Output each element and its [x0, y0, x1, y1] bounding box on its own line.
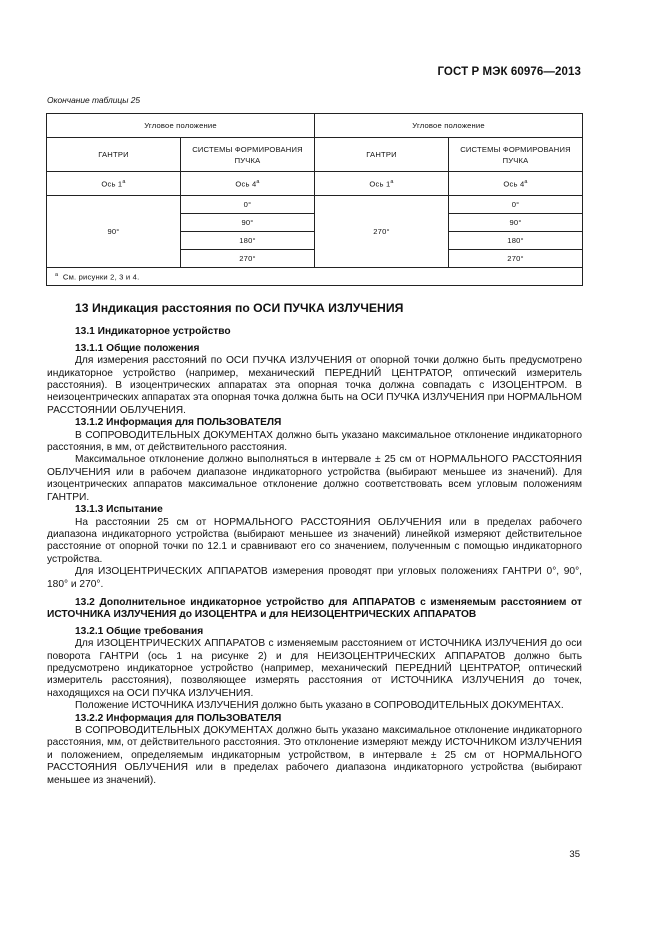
table-cell: 180°: [181, 232, 315, 250]
heading-13-2-1: 13.2.1 Общие требования: [75, 625, 204, 637]
group-header-right: Угловое положение: [315, 114, 583, 138]
table-cell: 180°: [449, 232, 583, 250]
page-number: 35: [569, 849, 580, 860]
heading-13-1-3: 13.1.3 Испытание: [75, 504, 163, 516]
group-header-left: Угловое положение: [47, 114, 315, 138]
heading-13-2-2: 13.2.2 Информация для ПОЛЬЗОВАТЕЛЯ: [75, 712, 282, 724]
paragraph-13-1-3b: Для ИЗОЦЕНТРИЧЕСКИХ АППАРАТОВ измерения проводят при угловых положениях ГАНТРИ 0°, 90°, 180° и 270°.: [47, 566, 582, 590]
footnote-mark: a: [256, 178, 260, 185]
paragraph-13-1-3a: На расстоянии 25 см от НОРМАЛЬНОГО РАССТОЯНИЯ ОБЛУЧЕНИЯ или в пределах рабочего диапазона индикаторного устройства (выбирают меньшее из значений) линейкой измеряют действительное расстояние от опорной точки по 12.1 и сравнивают его со значением, полученным с помощью индикаторного устройства.: [47, 516, 582, 565]
table-cell: 270°: [181, 250, 315, 268]
axis-left-gantry: Ось 1$^a$: [47, 172, 181, 196]
heading-13-1-2: 13.1.2 Информация для ПОЛЬЗОВАТЕЛЯ: [75, 417, 282, 429]
table-caption: Окончание таблицы 25: [47, 95, 141, 105]
paragraph-13-1-2b: Максимальное отклонение должно выполняться в интервале ± 25 см от НОРМАЛЬНОГО РАССТОЯНИЯ ОБЛУЧЕНИЯ или в рабочем диапазоне индикаторного устройства (выбирают меньшее из значений). Для изоцентрических аппаратов максимальное отклонение должно соответствовать всем угловым положениям ГАНТРИ.: [47, 454, 582, 503]
heading-13-1: 13.1 Индикаторное устройство: [75, 326, 231, 338]
table-cell: 90°: [181, 214, 315, 232]
paragraph-13-1-2a: В СОПРОВОДИТЕЛЬНЫХ ДОКУМЕНТАХ должно быть указано максимальное отклонение индикаторного расстояния, в мм, от действительного расстояния.: [47, 429, 582, 454]
col-gantry-left: ГАНТРИ: [47, 138, 181, 172]
table-25: [46, 113, 583, 286]
section-13-title: 13 Индикация расстояния по ОСИ ПУЧКА ИЗЛУЧЕНИЯ: [75, 301, 404, 315]
axis-right-gantry: Ось 1$^a$: [315, 172, 449, 196]
footnote-mark: a: [55, 271, 59, 278]
standard-id-header: ГОСТ Р МЭК 60976—2013: [437, 66, 581, 78]
footnote-mark: a: [390, 178, 394, 185]
col-system-left: СИСТЕМЫ ФОРМИРОВАНИЯ ПУЧКА: [181, 138, 315, 172]
footnote-mark: a: [524, 178, 528, 185]
table-footnote: $^a$ См. рисунки 2, 3 и 4.: [47, 268, 583, 286]
col-system-right: СИСТЕМЫ ФОРМИРОВАНИЯ ПУЧКА: [449, 138, 583, 172]
table-cell: 90°: [449, 214, 583, 232]
gantry-value-left: 90°: [47, 196, 181, 268]
heading-13-1-1: 13.1.1 Общие положения: [75, 342, 200, 354]
axis-left-system: Ось 4$^a$: [181, 172, 315, 196]
heading-13-2: 13.2 Дополнительное индикаторное устройство для АППАРАТОВ с изменяемым расстоянием от ИСТОЧНИКА ИЗЛУЧЕНИЯ до ИЗОЦЕНТРА и для НЕИЗОЦЕНТРИЧЕСКИХ АППАРАТОВ: [47, 596, 582, 621]
table-cell: 0°: [181, 196, 315, 214]
paragraph-13-1-1: Для измерения расстояний по ОСИ ПУЧКА ИЗЛУЧЕНИЯ от опорной точки должно быть предусмотрено индикаторное устройство (например, механический ПЕРЕДНИЙ ЦЕНТРАТОР, оптический измеритель расстояния). В изоцентрических аппаратах эта опорная точка должна совпадать с ИЗОЦЕНТРОМ. В неизоцентрических аппаратах эта опорная точка должна быть на ОСИ ПУЧКА ИЗЛУЧЕНИЯ при НОРМАЛЬНОМ РАССТОЯНИИ ОБЛУЧЕНИЯ.: [47, 355, 582, 416]
paragraph-13-2-1a: Для ИЗОЦЕНТРИЧЕСКИХ АППАРАТОВ с изменяемым расстоянием от ИСТОЧНИКА ИЗЛУЧЕНИЯ до оси поворота ГАНТРИ (ось 1 на рисунке 2) и для НЕИЗОЦЕНТРИЧЕСКИХ АППАРАТОВ должно быть предусмотрено индикаторное устройство (например, механический ПЕРЕДНИЙ ЦЕНТРАТОР, оптический измеритель расстояния), позволяющее измерять расстояния от ИСТОЧНИКА ИЗЛУЧЕНИЯ до точек, находящихся на ОСИ ПУЧКА ИЗЛУЧЕНИЯ.: [47, 638, 582, 699]
section-13: [47, 302, 582, 787]
paragraph-13-2-1b: Положение ИСТОЧНИКА ИЗЛУЧЕНИЯ должно быть указано в СОПРОВОДИТЕЛЬНЫХ ДОКУМЕНТАХ.: [75, 700, 564, 712]
footnote-mark: a: [122, 178, 126, 185]
table-cell: 270°: [449, 250, 583, 268]
col-gantry-right: ГАНТРИ: [315, 138, 449, 172]
paragraph-13-2-2: В СОПРОВОДИТЕЛЬНЫХ ДОКУМЕНТАХ должно быть указано максимальное отклонение индикаторного расстояния, мм, от действительного расстояния. Это отклонение измеряют между ИСТОЧНИКОМ ИЗЛУЧЕНИЯ и положением, определяемым индикаторным устройством, в интервале ± 25 см от НОРМАЛЬНОГО РАССТОЯНИЯ ОБЛУЧЕНИЯ или в пределах рабочего диапазона индикаторного устройства (выбирают меньшее из значений).: [47, 725, 582, 786]
gantry-value-right: 270°: [315, 196, 449, 268]
axis-right-system: Ось 4$^a$: [449, 172, 583, 196]
table-cell: 0°: [449, 196, 583, 214]
